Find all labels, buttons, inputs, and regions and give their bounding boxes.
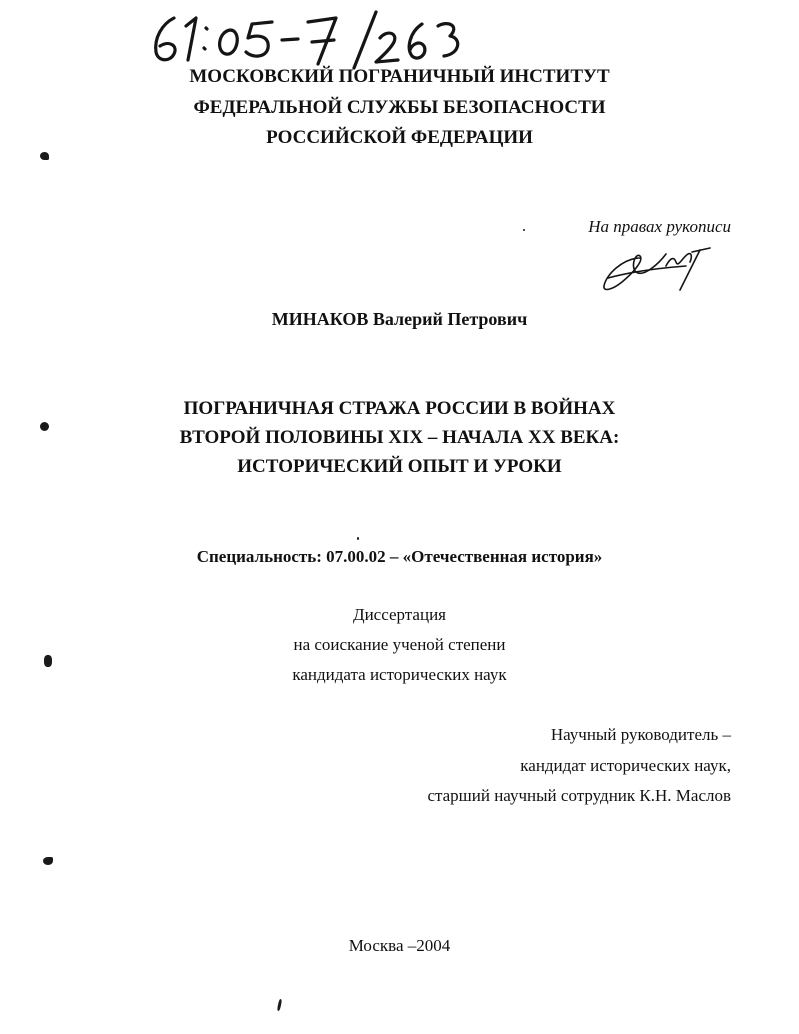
city-year: Москва –2004 [348,936,451,955]
scan-mark [44,655,52,667]
author-name: МИНАКОВ Валерий Петрович [271,309,528,329]
specialty: Специальность: 07.00.02 – «Отечественная история» [196,547,603,566]
supervisor-line-2: кандидат исторических наук, [520,756,731,775]
signature [600,244,720,294]
archive-code-handwritten [148,8,468,72]
scan-speck [523,229,525,231]
institution-line-2: ФЕДЕРАЛЬНОЙ СЛУЖБЫ БЕЗОПАСНОСТИ [193,97,606,118]
scan-mark [40,152,49,160]
supervisor-line-3: старший научный сотрудник К.Н. Маслов [427,786,731,805]
scan-mark [40,422,49,431]
scan-mark [43,857,53,865]
degree-line-2: на соискание ученой степени [293,635,506,654]
degree-line-1: Диссертация [352,605,446,624]
scan-speck [357,537,359,540]
scan-speck [277,999,282,1011]
title-line-3: ИСТОРИЧЕСКИЙ ОПЫТ И УРОКИ [237,456,562,477]
manuscript-note: На правах рукописи [588,217,731,236]
title-line-1: ПОГРАНИЧНАЯ СТРАЖА РОССИИ В ВОЙНАХ [183,398,616,419]
institution-line-3: РОССИЙСКОЙ ФЕДЕРАЦИИ [266,127,533,148]
degree-line-3: кандидата исторических наук [292,665,507,684]
supervisor-line-1: Научный руководитель – [550,725,731,744]
title-line-2: ВТОРОЙ ПОЛОВИНЫ XIX – НАЧАЛА XX ВЕКА: [179,427,620,448]
institution-line-1: МОСКОВСКИЙ ПОГРАНИЧНЫЙ ИНСТИТУТ [189,66,610,87]
